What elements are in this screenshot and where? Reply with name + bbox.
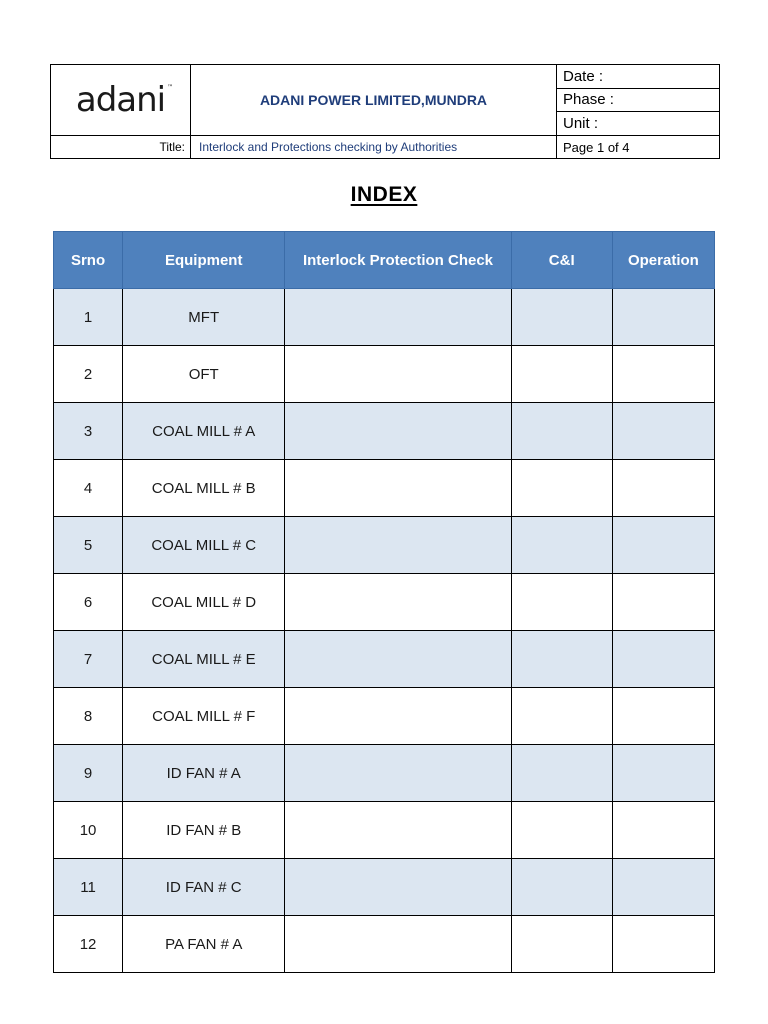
- equipment-cell: ID FAN # C: [123, 859, 285, 916]
- ci-cell: [511, 289, 612, 346]
- table-row: [54, 631, 715, 688]
- interlock-check-cell: [285, 688, 511, 745]
- index-table: [53, 231, 715, 973]
- equipment-cell: OFT: [123, 346, 285, 403]
- equipment-cell: COAL MILL # A: [123, 403, 285, 460]
- table-row: [54, 802, 715, 859]
- equipment-cell: ID FAN # B: [123, 802, 285, 859]
- table-row: [54, 916, 715, 973]
- logo-cell: [51, 65, 191, 136]
- equipment-cell: COAL MILL # B: [123, 460, 285, 517]
- table-row: [54, 346, 715, 403]
- ci-cell: [511, 460, 612, 517]
- company-name: ADANI POWER LIMITED,MUNDRA: [191, 65, 557, 136]
- interlock-check-cell: [285, 289, 511, 346]
- column-header-srno: Srno: [54, 232, 123, 289]
- srno-cell: 9: [54, 745, 123, 802]
- srno-cell: 11: [54, 859, 123, 916]
- equipment-cell: ID FAN # A: [123, 745, 285, 802]
- operation-cell: [612, 517, 714, 574]
- equipment-cell: COAL MILL # E: [123, 631, 285, 688]
- operation-cell: [612, 802, 714, 859]
- interlock-check-cell: [285, 916, 511, 973]
- unit-field: Unit :: [557, 112, 720, 136]
- operation-cell: [612, 916, 714, 973]
- interlock-check-cell: [285, 517, 511, 574]
- ci-cell: [511, 916, 612, 973]
- operation-cell: [612, 346, 714, 403]
- ci-cell: [511, 859, 612, 916]
- operation-cell: [612, 289, 714, 346]
- srno-cell: 4: [54, 460, 123, 517]
- title-value: Interlock and Protections checking by Authorities: [191, 136, 557, 159]
- table-header-row: [54, 232, 715, 289]
- interlock-check-cell: [285, 802, 511, 859]
- srno-cell: 6: [54, 574, 123, 631]
- ci-cell: [511, 631, 612, 688]
- ci-cell: [511, 346, 612, 403]
- operation-cell: [612, 631, 714, 688]
- interlock-check-cell: [285, 346, 511, 403]
- table-row: [54, 460, 715, 517]
- interlock-check-cell: [285, 574, 511, 631]
- column-header-equipment: Equipment: [123, 232, 285, 289]
- table-row: [54, 688, 715, 745]
- equipment-cell: PA FAN # A: [123, 916, 285, 973]
- table-row: [54, 517, 715, 574]
- srno-cell: 2: [54, 346, 123, 403]
- table-row: [54, 289, 715, 346]
- operation-cell: [612, 688, 714, 745]
- interlock-check-cell: [285, 859, 511, 916]
- operation-cell: [612, 574, 714, 631]
- table-row: [54, 574, 715, 631]
- interlock-check-cell: [285, 631, 511, 688]
- column-header-ci: C&I: [511, 232, 612, 289]
- interlock-check-cell: [285, 460, 511, 517]
- ci-cell: [511, 802, 612, 859]
- operation-cell: [612, 745, 714, 802]
- srno-cell: 7: [54, 631, 123, 688]
- operation-cell: [612, 403, 714, 460]
- interlock-check-cell: [285, 745, 511, 802]
- table-row: [54, 859, 715, 916]
- ci-cell: [511, 688, 612, 745]
- column-header-interlock-check: Interlock Protection Check: [285, 232, 511, 289]
- ci-cell: [511, 574, 612, 631]
- column-header-operation: Operation: [612, 232, 714, 289]
- equipment-cell: COAL MILL # F: [123, 688, 285, 745]
- equipment-cell: MFT: [123, 289, 285, 346]
- srno-cell: 10: [54, 802, 123, 859]
- phase-field: Phase :: [557, 88, 720, 112]
- equipment-cell: COAL MILL # C: [123, 517, 285, 574]
- srno-cell: 8: [54, 688, 123, 745]
- srno-cell: 1: [54, 289, 123, 346]
- document-header: [50, 64, 720, 159]
- srno-cell: 3: [54, 403, 123, 460]
- operation-cell: [612, 859, 714, 916]
- index-heading: INDEX: [350, 183, 418, 206]
- srno-cell: 12: [54, 916, 123, 973]
- interlock-check-cell: [285, 403, 511, 460]
- equipment-cell: COAL MILL # D: [123, 574, 285, 631]
- srno-cell: 5: [54, 517, 123, 574]
- title-label: Title:: [51, 136, 191, 159]
- table-row: [54, 745, 715, 802]
- ci-cell: [511, 517, 612, 574]
- table-row: [54, 403, 715, 460]
- logo-trademark: ™: [167, 84, 173, 91]
- ci-cell: [511, 403, 612, 460]
- ci-cell: [511, 745, 612, 802]
- company-logo: [75, 80, 173, 120]
- operation-cell: [612, 460, 714, 517]
- date-field: Date :: [557, 65, 720, 89]
- logo-text: adani: [75, 80, 166, 120]
- page-indicator: Page 1 of 4: [557, 136, 720, 159]
